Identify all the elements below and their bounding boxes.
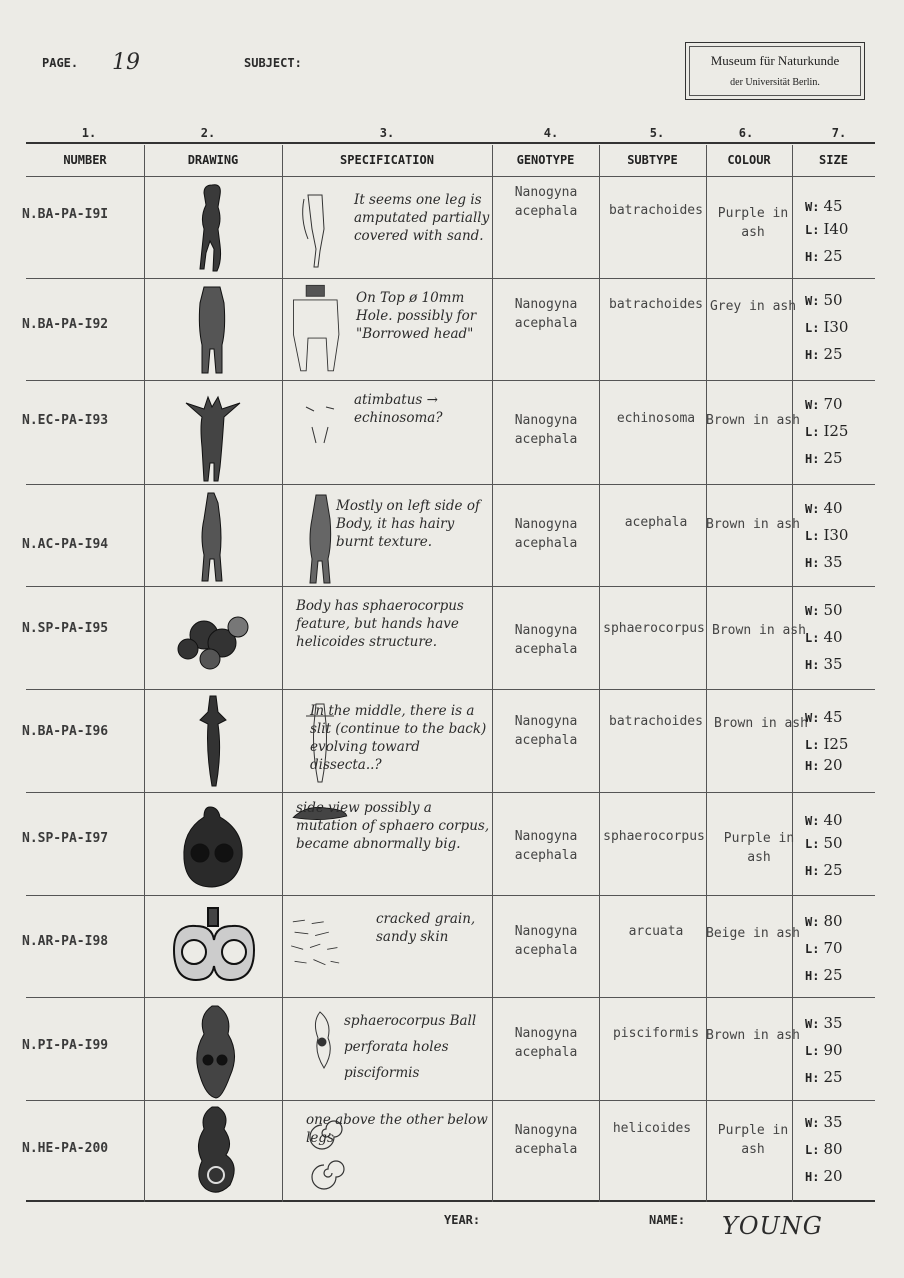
size-length-value: I30 <box>823 526 849 544</box>
subtype-cell: helicoides <box>612 1121 692 1136</box>
specimen-number: N.BA-PA-I92 <box>22 317 109 332</box>
size-length-value: I25 <box>823 422 849 440</box>
genotype-cell: Nanogyna acephala <box>514 623 578 657</box>
size-height-value: 25 <box>823 966 843 984</box>
size-height-label: H: <box>805 658 820 672</box>
specification-text: Mostly on left side of Body, it has hairy burnt texture. <box>336 498 480 550</box>
column-number-3: 3. <box>379 126 395 140</box>
size-length-label: L: <box>805 837 820 851</box>
subtype-cell: acephala <box>624 515 688 530</box>
size-height-label: H: <box>805 1170 820 1184</box>
specimen-number: N.EC-PA-I93 <box>22 413 109 428</box>
size-length-value: 40 <box>823 628 843 646</box>
genotype-cell: Nanogyna acephala <box>514 297 578 331</box>
page-label: PAGE. <box>42 56 79 70</box>
size-height-value: 25 <box>823 1068 843 1086</box>
size-width-label: W: <box>805 1017 820 1031</box>
column-number-7: 7. <box>831 126 847 140</box>
header-drawing: DRAWING <box>187 153 239 167</box>
colour-cell: Beige in ash <box>706 926 800 941</box>
size-width-label: W: <box>805 502 820 516</box>
specification-text: It seems one leg is amputated partially covered with sand. <box>354 192 490 244</box>
size-width-label: W: <box>805 200 820 214</box>
size-width-label: W: <box>805 604 820 618</box>
size-width-label: W: <box>805 1116 820 1130</box>
size-width-label: W: <box>805 711 820 725</box>
table-row <box>0 279 904 380</box>
size-cell <box>805 391 875 472</box>
header-number: NUMBER <box>63 153 107 167</box>
subtype-cell: batrachoides <box>609 714 703 729</box>
size-length-value: I40 <box>823 220 849 238</box>
size-width-value: 35 <box>823 1014 843 1032</box>
size-length-value: 50 <box>823 834 843 852</box>
subtype-cell: pisciformis <box>612 1026 700 1041</box>
size-length-value: I25 <box>823 735 849 753</box>
subtype-cell: batrachoides <box>609 203 703 218</box>
colour-cell: Purple in ash <box>717 206 789 240</box>
size-height-label: H: <box>805 348 820 362</box>
specification-text: On Top ø 10mm Hole. possibly for "Borrowed head" <box>356 290 477 342</box>
size-height-value: 25 <box>823 449 843 467</box>
specimen-number: N.PI-PA-I99 <box>22 1038 109 1053</box>
size-length-label: L: <box>805 738 820 752</box>
size-width-value: 35 <box>823 1113 843 1131</box>
specimen-drawing-figure <box>160 692 270 790</box>
size-width-value: 40 <box>823 499 843 517</box>
specification-text: atimbatus → echinosoma? <box>354 392 443 426</box>
genotype-cell: Nanogyna acephala <box>514 413 578 447</box>
specification-text: side view possibly a mutation of sphaero corpus, became abnormally big. <box>296 800 490 852</box>
colour-cell: Brown in ash <box>714 716 808 731</box>
genotype-cell: Nanogyna acephala <box>514 1123 578 1157</box>
specification-text: one above the other below legs <box>306 1112 488 1146</box>
colour-cell: Purple in ash <box>717 1123 789 1157</box>
size-cell <box>805 807 875 884</box>
genotype-cell: Nanogyna acephala <box>514 185 578 219</box>
specification-text: cracked grain, sandy skin <box>376 911 476 945</box>
size-width-value: 50 <box>823 291 843 309</box>
specimen-number: N.SP-PA-I97 <box>22 831 109 846</box>
colour-cell: Grey in ash <box>709 299 797 314</box>
table-row <box>0 690 904 792</box>
spec-sketch-fish <box>292 1008 352 1072</box>
specimen-drawing-figure <box>160 283 270 379</box>
table-row <box>0 896 904 997</box>
size-height-value: 25 <box>823 861 843 879</box>
size-length-label: L: <box>805 631 820 645</box>
colour-cell: Brown in ash <box>706 413 800 428</box>
size-cell <box>805 1010 875 1091</box>
subtype-cell: echinosoma <box>616 411 696 426</box>
specification-text: Body has sphaerocorpus feature, but hands have helicoides structure. <box>296 598 464 650</box>
specimen-drawing-figure <box>160 1004 270 1100</box>
size-width-value: 80 <box>823 912 843 930</box>
size-cell <box>805 908 875 989</box>
specimen-drawing-figure <box>160 597 270 683</box>
size-cell <box>805 704 875 779</box>
genotype-cell: Nanogyna acephala <box>514 924 578 958</box>
header-genotype: GENOTYPE <box>516 153 575 167</box>
size-height-label: H: <box>805 250 820 264</box>
size-height-label: H: <box>805 556 820 570</box>
name-label: NAME: <box>649 1213 686 1227</box>
header-subtype: SUBTYPE <box>627 153 678 167</box>
specimen-number: N.SP-PA-I95 <box>22 621 109 636</box>
museum-stamp <box>685 42 865 100</box>
size-length-value: I30 <box>823 318 849 336</box>
size-cell <box>805 495 875 576</box>
size-length-value: 80 <box>823 1140 843 1158</box>
size-cell <box>805 597 875 678</box>
header-colour: COLOUR <box>727 153 771 167</box>
size-height-label: H: <box>805 1071 820 1085</box>
size-width-label: W: <box>805 915 820 929</box>
size-length-label: L: <box>805 321 820 335</box>
specimen-drawing-figure <box>160 906 270 992</box>
colour-cell: Brown in ash <box>706 517 800 532</box>
size-length-label: L: <box>805 1044 820 1058</box>
size-cell <box>805 1109 875 1190</box>
genotype-cell: Nanogyna acephala <box>514 517 578 551</box>
size-width-label: W: <box>805 398 820 412</box>
size-cell <box>805 287 875 368</box>
size-height-value: 20 <box>823 756 843 774</box>
stamp-line-1: Museum für Naturkunde <box>710 53 840 68</box>
size-width-label: W: <box>805 814 820 828</box>
table-row <box>0 793 904 895</box>
size-height-value: 25 <box>823 247 843 265</box>
genotype-cell: Nanogyna acephala <box>514 714 578 748</box>
spec-sketch-leg <box>290 189 350 269</box>
header-specification: SPECIFICATION <box>340 153 434 167</box>
size-length-label: L: <box>805 223 820 237</box>
specimen-number: N.HE-PA-200 <box>22 1141 109 1156</box>
table-top-border <box>26 142 875 144</box>
size-width-value: 40 <box>823 811 843 829</box>
size-height-value: 35 <box>823 553 843 571</box>
size-width-value: 70 <box>823 395 843 413</box>
column-number-6: 6. <box>738 126 754 140</box>
spec-sketch-marks <box>290 397 350 447</box>
size-length-value: 70 <box>823 939 843 957</box>
specimen-number: N.BA-PA-I96 <box>22 724 109 739</box>
size-length-value: 90 <box>823 1041 843 1059</box>
author-name: YOUNG <box>722 1212 823 1240</box>
size-width-label: W: <box>805 294 820 308</box>
column-number-5: 5. <box>649 126 665 140</box>
table-row <box>0 1101 904 1200</box>
header-size: SIZE <box>819 153 848 167</box>
subject-label: SUBJECT: <box>244 56 302 70</box>
colour-cell: Brown in ash <box>706 1028 800 1043</box>
column-number-1: 1. <box>81 126 97 140</box>
specification-text: In the middle, there is a slit (continue to the back) evolving toward dissecta..? <box>310 703 487 773</box>
size-height-value: 25 <box>823 345 843 363</box>
table-row <box>0 381 904 484</box>
stamp-line-2: der Universität Berlin. <box>730 77 820 88</box>
size-height-label: H: <box>805 864 820 878</box>
subtype-cell: sphaerocorpus <box>603 829 705 844</box>
table-bottom-border <box>26 1200 875 1202</box>
size-length-label: L: <box>805 529 820 543</box>
size-width-value: 45 <box>823 197 843 215</box>
colour-cell: Purple in ash <box>723 831 795 865</box>
size-length-label: L: <box>805 1143 820 1157</box>
size-width-value: 45 <box>823 708 843 726</box>
specimen-number: N.AR-PA-I98 <box>22 934 109 949</box>
table-row <box>0 177 904 278</box>
size-length-label: L: <box>805 942 820 956</box>
specimen-drawing-figure <box>160 489 270 585</box>
size-height-label: H: <box>805 452 820 466</box>
spec-sketch-hole <box>288 279 348 379</box>
subtype-cell: sphaerocorpus <box>603 621 705 636</box>
table-row <box>0 998 904 1100</box>
specimen-number: N.AC-PA-I94 <box>22 537 109 552</box>
specimen-drawing-figure <box>160 1105 270 1197</box>
colour-cell: Brown in ash <box>712 623 806 638</box>
table-row <box>0 485 904 586</box>
column-number-2: 2. <box>200 126 216 140</box>
size-height-label: H: <box>805 969 820 983</box>
table-row <box>0 587 904 689</box>
specimen-drawing-figure <box>160 179 270 277</box>
specimen-drawing-figure <box>160 387 270 483</box>
genotype-cell: Nanogyna acephala <box>514 1026 578 1060</box>
subtype-cell: batrachoides <box>609 297 703 312</box>
spec-sketch-grain <box>286 910 346 980</box>
size-width-value: 50 <box>823 601 843 619</box>
specification-text: sphaerocorpus Ball perforata holes pisciformis <box>344 1013 477 1081</box>
specimen-drawing-figure <box>160 803 270 893</box>
size-height-value: 35 <box>823 655 843 673</box>
year-label: YEAR: <box>444 1213 481 1227</box>
specimen-number: N.BA-PA-I9I <box>22 207 109 222</box>
size-height-label: H: <box>805 759 820 773</box>
subtype-cell: arcuata <box>628 924 684 939</box>
size-height-value: 20 <box>823 1167 843 1185</box>
genotype-cell: Nanogyna acephala <box>514 829 578 863</box>
size-length-label: L: <box>805 425 820 439</box>
column-number-4: 4. <box>543 126 559 140</box>
size-cell <box>805 193 875 270</box>
page-number: 19 <box>112 50 140 75</box>
